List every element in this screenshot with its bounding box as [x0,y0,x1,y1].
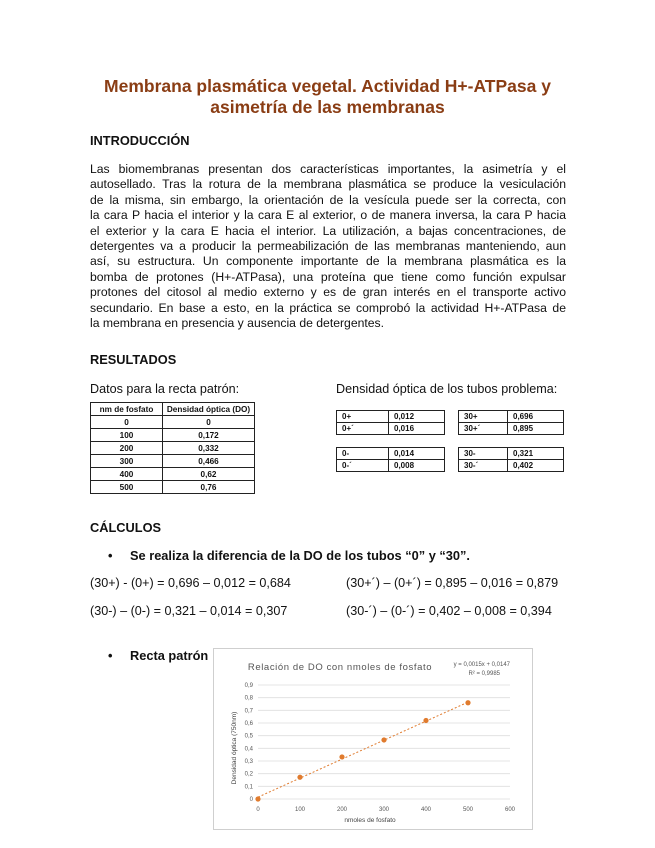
calc-heading: CÁLCULOS [90,520,162,535]
intro-line: bomba de protones (H+-ATPasa), una proteína que tiene como función expulsar [90,269,566,284]
table-row [337,448,445,460]
data-point [339,754,344,759]
cell: 0+ [337,411,389,423]
bullet-difference-text: Se realiza la diferencia de la DO de los tubos “0” y “30”. [130,548,470,563]
cell: 0+´ [337,423,389,435]
prob-caption: Densidad óptica de los tubos problema: [336,382,558,396]
cell: 400 [91,468,163,481]
bullet-standard-curve [108,648,208,663]
problem-table-right [458,410,564,472]
cell: 300 [91,455,163,468]
y-tick-label: 0,2 [244,771,253,778]
table-row [91,442,255,455]
cell: 0,321 [508,448,564,460]
cell: 30+´ [459,423,508,435]
data-point [381,737,386,742]
standard-curve-chart [213,648,533,830]
cell: 0,466 [163,455,255,468]
table-row [91,455,255,468]
table-row [459,411,564,423]
y-tick-label: 0,3 [244,759,253,765]
intro-heading: INTRODUCCIÓN [90,133,190,148]
y-tick-label: 0,8 [244,695,253,702]
standard-curve-table [90,402,255,494]
cell: 0,008 [389,460,445,472]
equation-30plus: (30+) - (0+) = 0,696 – 0,012 = 0,684 [90,576,291,590]
intro-line: la membrana en presencia y ausencia de detergentes. [90,316,385,331]
table-row [459,448,564,460]
problem-table-left [336,410,445,472]
cell: 0,62 [163,468,255,481]
data-point [465,700,470,705]
cell: 0,012 [389,411,445,423]
intro-line: el exterior y la cara E hacia el interior. La utilización, a bajas concentraciones, de [90,223,566,238]
chart-title: Relación de DO con nmoles de fosfato [247,662,433,673]
x-tick-labels [256,807,515,813]
cell: 0,016 [389,423,445,435]
cell: 0,402 [508,460,564,472]
x-tick-label: 200 [336,807,348,813]
y-tick-label: 0,5 [244,733,253,740]
equation-30minus-prime: (30-´) – (0-´) = 0,402 – 0,008 = 0,394 [346,604,552,618]
table-row [91,468,255,481]
table-gap-row [459,435,564,448]
intro-paragraph [90,162,566,331]
chart-svg [214,649,532,829]
cell: 0 [91,416,163,429]
intro-line: protones del citosol al medio externo y es de gran interés en el transporte activo [90,285,566,300]
table-row [91,416,255,429]
table-row [91,429,255,442]
intro-line: Las biomembranas presentan dos características importantes, la asimetría y el [90,162,566,176]
table-row [337,411,445,423]
y-tick-labels [245,683,254,803]
cell: 0,696 [508,411,564,423]
intro-line: detergentes va a producir la permeabilización de las membranas manteniendo, aun [90,239,566,254]
bullet-dot: • [108,648,113,663]
bullet-standard-curve-text: Recta patrón [130,648,209,663]
x-tick-label: 100 [294,807,306,813]
table-row [337,460,445,472]
intro-line: secundario. En base a esto, en la práctica se comprobó la actividad H+-ATPasa de [90,300,566,315]
cell: 0,172 [163,429,255,442]
intro-line: la cara P hacia el interior y la cara E al exterior, o de manera inversa, la cara P hacia [90,208,566,223]
bullet-dot: • [108,548,113,563]
y-tick-label: 0,9 [244,683,253,689]
cell: 200 [91,442,163,455]
x-tick-label: 400 [420,807,432,813]
document-title [60,76,595,118]
cell: 0-´ [337,460,389,472]
std-caption: Datos para la recta patrón: [90,382,240,396]
col-header-phosphate: nm de fosfato [91,403,163,416]
title-line-1: Membrana plasmática vegetal. Actividad H+-ATPasa y [104,76,551,96]
cell: 0,76 [163,481,255,494]
equation-30minus: (30-) – (0-) = 0,321 – 0,014 = 0,307 [90,604,288,618]
x-tick-label: 300 [378,807,390,813]
table-gap-row [337,435,445,448]
intro-line: de la misma, sin embargo, la orientación de la vesícula puede ser la correcta, con [90,192,566,207]
y-tick-label: 0 [249,797,253,803]
y-tick-label: 0,1 [244,784,253,791]
table-row [459,460,564,472]
cell: 30- [459,448,508,460]
bullet-difference [108,548,470,563]
cell: 0 [163,416,255,429]
data-point [297,775,302,780]
cell: 500 [91,481,163,494]
trendline [258,702,468,797]
col-header-od: Densidad óptica (DO) [163,403,255,416]
cell: 0,014 [389,448,445,460]
equation-30plus-prime: (30+´) – (0+´) = 0,895 – 0,016 = 0,879 [346,576,559,590]
table-row [459,423,564,435]
y-tick-label: 0,4 [244,746,253,753]
data-point [255,796,260,801]
y-tick-label: 0,6 [244,721,253,727]
x-axis-label: nmoles de fosfato [344,817,396,824]
cell: 30+ [459,411,508,423]
results-heading: RESULTADOS [90,352,177,367]
intro-line: autosellado. Tras la rotura de la membrana plasmática se produce la vesiculación [90,177,566,192]
cell: 30-´ [459,460,508,472]
x-tick-label: 0 [256,807,260,813]
y-tick-label: 0,7 [244,708,253,715]
table-header-row [91,403,255,416]
cell: 0,895 [508,423,564,435]
table-row [91,481,255,494]
cell: 0- [337,448,389,460]
x-tick-label: 500 [462,807,474,813]
x-tick-label: 600 [504,807,516,813]
trend-r2: R² = 0,9985 [468,671,500,677]
trend-equation: y = 0,0015x + 0,0147 [453,662,510,668]
title-line-2: asimetría de las membranas [210,97,445,117]
y-axis-label: Densidad óptica (750nm) [231,711,238,785]
table-row [337,423,445,435]
data-point [423,718,428,723]
intro-line: así, su estructura. Un componente importante de la membrana plasmática es la [90,254,566,269]
cell: 100 [91,429,163,442]
cell: 0,332 [163,442,255,455]
